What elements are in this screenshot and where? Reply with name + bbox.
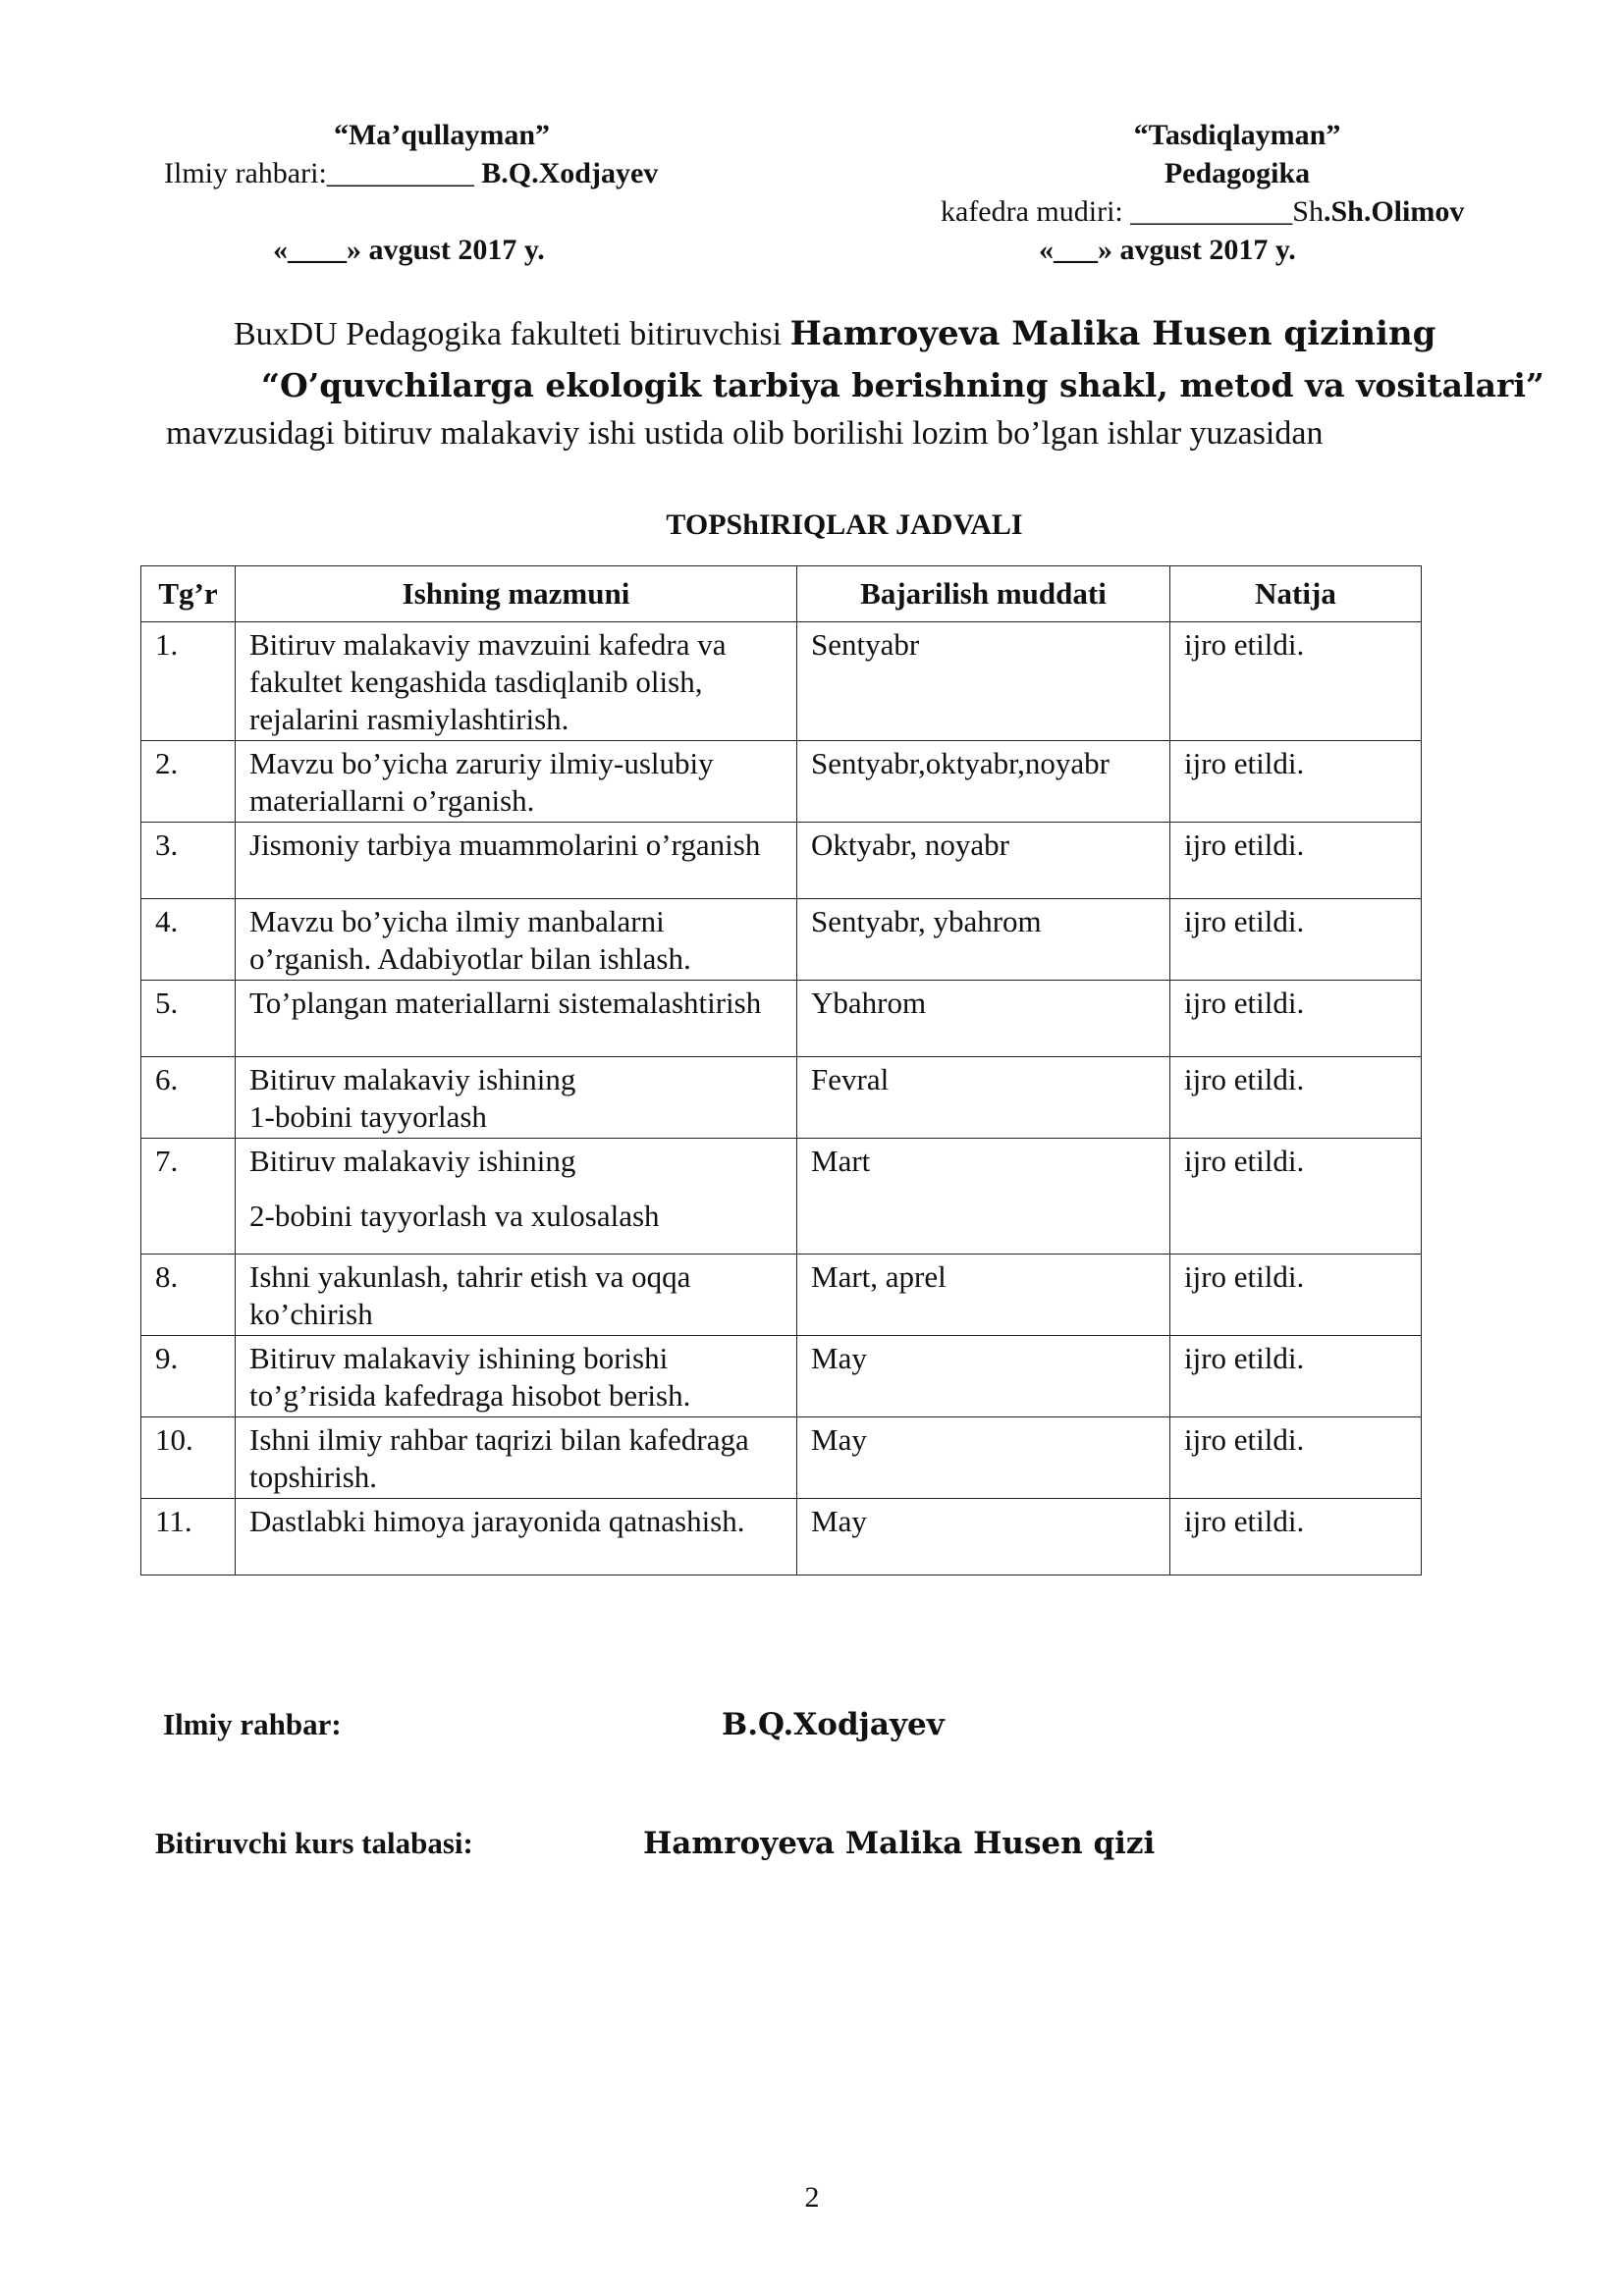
row-deadline: Sentyabr,oktyabr,noyabr xyxy=(797,741,1170,823)
approval-left-date: «____» avgust 2017 y. xyxy=(273,234,545,266)
row-content: To’plangan materiallarni sistemalashtirish xyxy=(236,981,797,1057)
row-deadline: May xyxy=(797,1499,1170,1575)
table-row xyxy=(141,981,1422,1057)
row-content: Bitiruv malakaviy mavzuini kafedra va fakultet kengashida tasdiqlanib olish, rejalarini rasmiylashtirish. xyxy=(236,622,797,741)
row-number: 2. xyxy=(141,741,236,823)
row-result: ijro etildi. xyxy=(1170,823,1422,899)
student-label: Bitiruvchi kurs talabasi: xyxy=(155,1826,473,1860)
row-deadline: May xyxy=(797,1336,1170,1417)
intro-line-1 xyxy=(234,312,1435,356)
table-row xyxy=(141,1336,1422,1417)
row-number: 6. xyxy=(141,1057,236,1139)
row-content xyxy=(236,1139,797,1255)
row-number: 10. xyxy=(141,1417,236,1499)
row-number: 11. xyxy=(141,1499,236,1575)
approval-right-date: «___» avgust 2017 y. xyxy=(1039,234,1296,266)
row-content-line: Bitiruv malakaviy ishining xyxy=(249,1144,576,1178)
row-content: Mavzu bo’yicha zaruriy ilmiy-uslubiy materiallarni o’rganish. xyxy=(236,741,797,823)
row-content: Ishni ilmiy rahbar taqrizi bilan kafedraga topshirish. xyxy=(236,1417,797,1499)
table-row xyxy=(141,622,1422,741)
approval-left-name: B.Q.Xodjayev xyxy=(481,157,659,189)
approval-right-name: .Sh.Olimov xyxy=(1323,195,1465,228)
row-result: ijro etildi. xyxy=(1170,1417,1422,1499)
approval-left-role xyxy=(164,156,658,191)
row-deadline: Sentyabr xyxy=(797,622,1170,741)
row-number: 3. xyxy=(141,823,236,899)
header-result: Natija xyxy=(1170,566,1422,622)
approval-right-department: Pedagogika xyxy=(1164,157,1311,189)
table-title: TOPShIRIQLAR JADVALI xyxy=(666,508,1023,541)
row-result: ijro etildi. xyxy=(1170,622,1422,741)
page-number: 2 xyxy=(804,2181,820,2214)
row-result: ijro etildi. xyxy=(1170,1255,1422,1336)
approval-left-role-label: Ilmiy rahbari:__________ xyxy=(164,157,482,189)
row-number: 4. xyxy=(141,899,236,981)
supervisor-label: Ilmiy rahbar: xyxy=(163,1707,342,1741)
row-deadline: Mart, aprel xyxy=(797,1255,1170,1336)
supervisor-name: B.Q.Xodjayev xyxy=(722,1707,945,1742)
header-content: Ishning mazmuni xyxy=(236,566,797,622)
row-deadline: Ybahrom xyxy=(797,981,1170,1057)
table-row xyxy=(141,899,1422,981)
intro-thesis-title: “O’quvchilarga ekologik tarbiya berishning shakl, metod va vositalari” xyxy=(261,366,1544,404)
header-deadline: Bajarilish muddati xyxy=(797,566,1170,622)
row-content: Ishni yakunlash, tahrir etish va oqqa ko’chirish xyxy=(236,1255,797,1336)
table-row xyxy=(141,1499,1422,1575)
table-row xyxy=(141,1417,1422,1499)
row-number: 1. xyxy=(141,622,236,741)
row-content: Bitiruv malakaviy ishining 1-bobini tayyorlash xyxy=(236,1057,797,1139)
table-row xyxy=(141,741,1422,823)
row-result: ijro etildi. xyxy=(1170,1057,1422,1139)
approval-right-role-label: kafedra mudiri: ___________Sh xyxy=(941,195,1324,228)
row-result: ijro etildi. xyxy=(1170,981,1422,1057)
row-number: 5. xyxy=(141,981,236,1057)
approval-right-title: “Tasdiqlayman” xyxy=(1133,119,1341,151)
table-row xyxy=(141,1057,1422,1139)
row-content: Jismoniy tarbiya muammolarini o’rganish xyxy=(236,823,797,899)
tasks-table xyxy=(140,565,1422,1575)
row-number: 7. xyxy=(141,1139,236,1255)
row-number: 9. xyxy=(141,1336,236,1417)
row-result: ijro etildi. xyxy=(1170,1499,1422,1575)
intro-line-3: mavzusidagi bitiruv malakaviy ishi ustida olib borilishi lozim bo’lgan ishlar yuzasidan xyxy=(166,415,1324,452)
row-content: Dastlabki himoya jarayonida qatnashish. xyxy=(236,1499,797,1575)
row-deadline: Mart xyxy=(797,1139,1170,1255)
intro-student-name: Hamroyeva Malika Husen qizining xyxy=(789,314,1436,353)
table-row xyxy=(141,823,1422,899)
row-content: Mavzu bo’yicha ilmiy manbalarni o’rganish. Adabiyotlar bilan ishlash. xyxy=(236,899,797,981)
intro-prefix: BuxDU Pedagogika fakulteti bitiruvchisi xyxy=(234,316,790,352)
table-header-row xyxy=(141,566,1422,622)
row-deadline: May xyxy=(797,1417,1170,1499)
row-deadline: Sentyabr, ybahrom xyxy=(797,899,1170,981)
row-result: ijro etildi. xyxy=(1170,1336,1422,1417)
table-row xyxy=(141,1139,1422,1255)
student-name: Hamroyeva Malika Husen qizi xyxy=(643,1826,1156,1861)
row-result: ijro etildi. xyxy=(1170,899,1422,981)
row-result: ijro etildi. xyxy=(1170,741,1422,823)
row-deadline: Oktyabr, noyabr xyxy=(797,823,1170,899)
table-row xyxy=(141,1255,1422,1336)
row-content: Bitiruv malakaviy ishining borishi to’g’risida kafedraga hisobot berish. xyxy=(236,1336,797,1417)
header-number: Tg’r xyxy=(141,566,236,622)
row-deadline: Fevral xyxy=(797,1057,1170,1139)
approval-left-title: “Ma’qullayman” xyxy=(333,119,551,151)
row-content-extra: 2-bobini tayyorlash va xulosalash xyxy=(249,1199,660,1233)
approval-right-role xyxy=(941,194,1464,230)
row-result: ijro etildi. xyxy=(1170,1139,1422,1255)
row-number: 8. xyxy=(141,1255,236,1336)
